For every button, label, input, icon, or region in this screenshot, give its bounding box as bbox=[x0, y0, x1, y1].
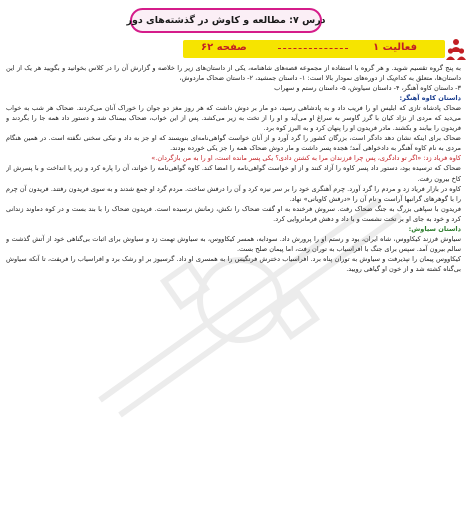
story-paragraph: ضحاک پادشاه تازی که ابلیس او را فریب داد و به پادشاهی رسید، دو مار بر دوش داشت که هر روز مغز دو جوان را خوراک آنان می‌کردند. ضحاک هر شب به خواب می‌دید که مردی از نژاد کیان با گرز گاوسر به سراغ او می‌آید و او را از تخت به زیر می‌کشد. پس از این خواب، ضحاک بیمناک شد و دستور داد همه جا را بگردند و فریدون را بیابند و بکشند. مادر فریدون او را پنهان کرد و به البرز کوه برد. bbox=[6, 104, 461, 133]
intro-paragraph-2: ۳- داستان کاوه آهنگر، ۴- داستان سیاوش، ۵- داستان رستم و سهراب bbox=[274, 84, 461, 93]
activity-header bbox=[183, 40, 445, 58]
group-activity-icon bbox=[446, 38, 466, 60]
story-paragraph: سیاوش فرزند کیکاووس، شاه ایران، بود و رستم او را پرورش داد. سودابه، همسر کیکاووس، به سیاوش تهمت زد و سیاوش برای اثبات بی‌گناهی خود از آتش گذشت و سالم بیرون آمد. سپس برای جنگ با افراسیاب به توران رفت، اما پیمان صلح بست. bbox=[6, 234, 461, 253]
story-paragraph: فریدون با سپاهی بزرگ به جنگ ضحاک رفت. سروش فرخنده به او گفت ضحاک را نکش، زمانش نرسیده است. فریدون ضحاک را با بند بست و در کوه دماوند زندانی کرد و خود به جای او بر تخت نشست و با داد و دهش فرمانروایی کرد. bbox=[6, 204, 461, 223]
story-paragraph: کاوه در بازار فریاد زد و مردم را گرد آورد. چرم آهنگری خود را بر سر نیزه کرد و آن را درفش ساخت. مردم گرد او جمع شدند و به سوی فریدون رفتند. فریدون آن چرم را با گوهرهای گرانبها آراست و نام آن را «درفش کاویانی» نهاد. bbox=[6, 184, 461, 203]
page-reference: صفحه ۶۲ bbox=[201, 42, 247, 53]
story-quote: کاوه فریاد زد: «اگر تو دادگری، پس چرا فرزندان مرا به کشتن دادی؟ یکی پسر مانده است، او را به من بازگردان.» bbox=[151, 154, 461, 163]
activity-label: فعالیت ۱ bbox=[373, 42, 417, 53]
dashed-divider bbox=[278, 48, 348, 49]
intro-paragraph: به پنج گروه تقسیم شوید. و هر گروه با استفاده از مجموعه قصه‌های شاهنامه، یکی از داستان‌های زیر را خلاصه و گزارش آن را در کلاس بخوانید و بگویید هر یک از این داستان‌ها، متعلق به کدام‌یک از دوره‌های نمودار بالا است: ۱- داستان جمشید، ۲- داستان ضحاک ماردوش، bbox=[6, 64, 461, 83]
story-paragraph: ضحاک که ترسیده بود، دستور داد پسر کاوه را آزاد کنند و از او خواست گواهی‌نامه را امضا کند. کاوه گواهی‌نامه را خواند، آن را پاره کرد و زیر پا انداخت و با پسرش از کاخ بیرون رفت. bbox=[6, 164, 461, 183]
section-heading-zahhak: داستان کاوه آهنگر: bbox=[399, 94, 461, 103]
lesson-title: درس ۷: مطالعه و کاوش در گذشته‌های دور bbox=[126, 15, 326, 26]
body-text bbox=[6, 63, 461, 521]
story-paragraph: ضحاک برای اینکه نشان دهد دادگر است، بزرگان کشور را گرد آورد و از آنان خواست گواهی‌نامه‌ای بنویسند که او جز به داد و نیکی سخنی نگفته است. در همین هنگام مردی به نام کاوه آهنگر به دادخواهی آمد؛ هجده پسر داشت و مار دوش ضحاک همه را جز یکی خورده بودند. bbox=[6, 134, 461, 153]
section-heading-siavash: داستان سیاوش: bbox=[408, 224, 461, 233]
story-paragraph: کیکاووس پیمان را نپذیرفت و سیاوش به توران پناه برد. افراسیاب دخترش فرنگیس را به همسری او داد. گرسیوز بر او رشک برد و افراسیاب را فریفت، تا آنکه سیاوش بی‌گناه کشته شد و از خون او گیاهی رویید. bbox=[6, 254, 461, 273]
lesson-title-banner bbox=[126, 8, 326, 33]
